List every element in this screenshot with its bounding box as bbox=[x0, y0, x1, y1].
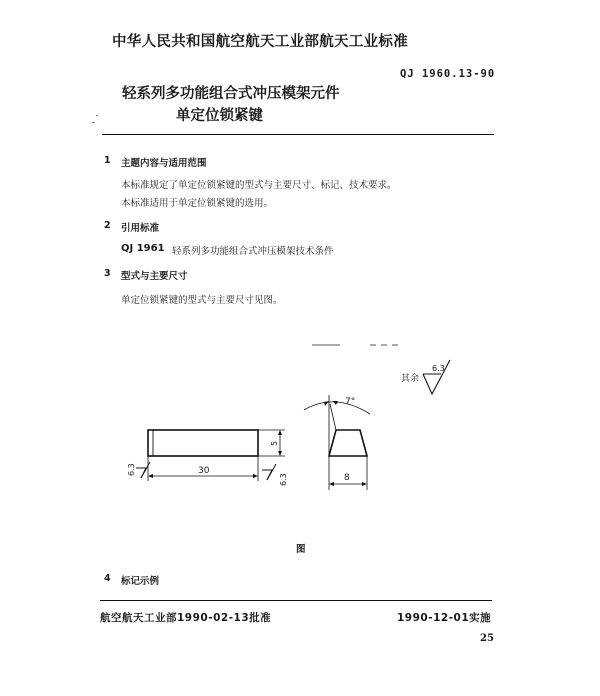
figure-caption: 图 bbox=[296, 544, 306, 555]
footer-rule bbox=[100, 600, 492, 601]
dim-arrow bbox=[333, 401, 338, 405]
section-1-paragraph-1: 本标准规定了单定位锁紧键的型式与主要尺寸、标记、技术要求。 bbox=[121, 180, 397, 191]
angle-arc bbox=[304, 402, 370, 414]
dim-arrow bbox=[278, 451, 282, 456]
section-3-number: 3 bbox=[104, 268, 111, 279]
section-1-number: 1 bbox=[104, 155, 111, 166]
section-2-heading: 引用标准 bbox=[121, 223, 160, 234]
dim-arrow bbox=[148, 474, 153, 478]
document-title-line2: 单定位锁紧键 bbox=[176, 108, 263, 124]
roughness-left-symbol bbox=[136, 468, 146, 478]
section-3-heading: 型式与主要尺寸 bbox=[121, 271, 188, 282]
dimension-height-label: 5 bbox=[270, 440, 279, 446]
implementation-date: 1990-12-01实施 bbox=[397, 612, 492, 624]
section-2-number: 2 bbox=[104, 220, 111, 231]
section-4-heading: 标记示例 bbox=[121, 576, 160, 587]
angle-label: 7° bbox=[345, 397, 356, 407]
roughness-right-symbol bbox=[262, 470, 272, 480]
dimension-width-label: 8 bbox=[344, 473, 350, 483]
roughness-right-value: 6.3 bbox=[279, 473, 288, 486]
dimension-length-label: 30 bbox=[198, 466, 210, 476]
section-4-number: 4 bbox=[104, 573, 111, 584]
angle-extension-line bbox=[330, 404, 336, 430]
issuer-title: 中华人民共和国航空航天工业部航天工业标准 bbox=[112, 34, 408, 50]
section-1-heading: 主题内容与适用范围 bbox=[121, 158, 207, 169]
referenced-standard-code: QJ 1961 bbox=[121, 243, 165, 254]
dim-arrow bbox=[278, 430, 282, 435]
dim-arrow bbox=[362, 482, 367, 486]
dim-arrow bbox=[253, 474, 258, 478]
referenced-standard-title: 轻系列多功能组合式冲压模架技术条件 bbox=[172, 246, 334, 257]
dim-arrow bbox=[329, 482, 334, 486]
roughness-other-value: 6.3 bbox=[432, 364, 445, 373]
page-number: 25 bbox=[480, 633, 494, 644]
roughness-left-value: 6.3 bbox=[127, 463, 136, 476]
section-3-paragraph-1: 单定位锁紧键的型式与主要尺寸见图。 bbox=[121, 295, 283, 306]
standard-number: QJ 1960.13-90 bbox=[400, 68, 496, 80]
approval-date: 航空航天工业部1990-02-13批准 bbox=[100, 612, 272, 624]
section-1-paragraph-2: 本标准适用于单定位锁紧键的选用。 bbox=[121, 198, 274, 209]
roughness-right-symbol-tail bbox=[267, 464, 276, 480]
roughness-left-symbol-tail bbox=[141, 462, 150, 478]
key-side-view bbox=[329, 430, 367, 456]
key-front-view bbox=[148, 430, 258, 456]
dim-arrow bbox=[324, 401, 329, 406]
other-surfaces-label: 其余 bbox=[401, 374, 420, 384]
document-title-line1: 轻系列多功能组合式冲压模架元件 bbox=[122, 86, 340, 102]
